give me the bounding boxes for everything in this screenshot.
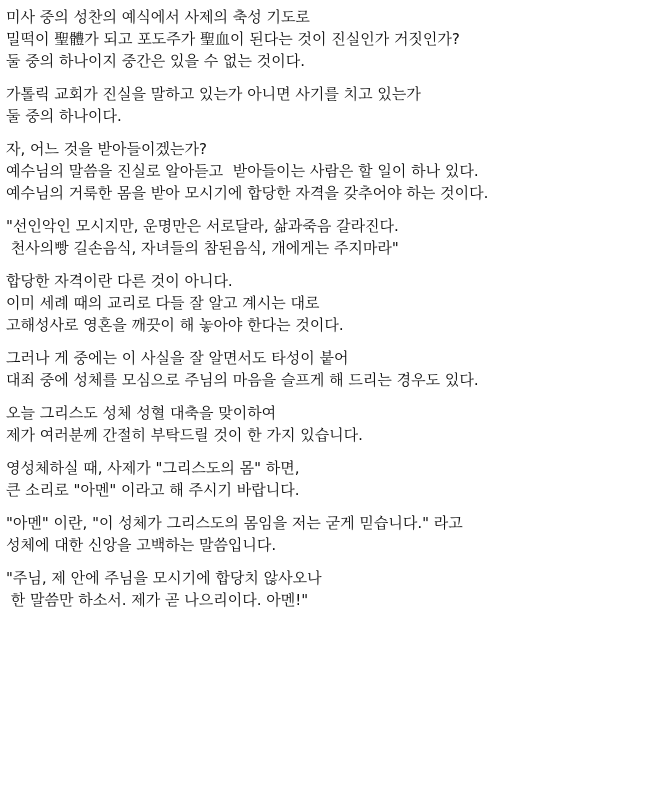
paragraph-consecration-question	[6, 6, 666, 72]
text-line: 밀떡이 聖體가 되고 포도주가 聖血이 된다는 것이 진실인가 거짓인가?	[6, 30, 460, 48]
paragraph-communion-amen	[6, 457, 666, 501]
text-line: 둘 중의 하나이다.	[6, 107, 122, 125]
text-line: "주님, 제 안에 주님을 모시기에 합당치 않사오나	[6, 569, 322, 587]
text-line: 미사 중의 성찬의 예식에서 사제의 축성 기도로	[6, 8, 310, 26]
paragraph-worthy-qualification	[6, 270, 666, 336]
text-line: 한 말씀만 하소서. 제가 곧 나으리이다. 아멘!"	[6, 591, 309, 609]
text-line: "선인악인 모시지만, 운명만은 서로달라, 삶과죽음 갈라진다.	[6, 217, 399, 235]
text-line: 그러나 게 중에는 이 사실을 잘 알면서도 타성이 붙어	[6, 349, 349, 367]
paragraph-hymn-quote	[6, 215, 666, 259]
text-line: 성체에 대한 신앙을 고백하는 말씀입니다.	[6, 536, 277, 554]
text-line: 예수님의 거룩한 몸을 받아 모시기에 합당한 자격을 갖추어야 하는 것이다.	[6, 184, 489, 202]
text-line: 영성체하실 때, 사제가 "그리스도의 몸" 하면,	[6, 459, 300, 477]
document-body	[6, 6, 666, 622]
text-line: 가톨릭 교회가 진실을 말하고 있는가 아니면 사기를 치고 있는가	[6, 85, 421, 103]
paragraph-amen-meaning	[6, 512, 666, 556]
text-line: 천사의빵 길손음식, 자녀들의 참된음식, 개에게는 주지마라"	[6, 239, 399, 257]
paragraph-mortal-sin	[6, 347, 666, 391]
paragraph-accept-question	[6, 138, 666, 204]
text-line: 둘 중의 하나이지 중간은 있을 수 없는 것이다.	[6, 52, 305, 70]
text-line: 오늘 그리스도 성체 성혈 대축을 맞이하여	[6, 404, 277, 422]
text-line: 예수님의 말씀을 진실로 알아듣고 받아들이는 사람은 할 일이 하나 있다.	[6, 162, 479, 180]
text-line: 고해성사로 영혼을 깨끗이 해 놓아야 한다는 것이다.	[6, 316, 344, 334]
text-line: 대죄 중에 성체를 모심으로 주님의 마음을 슬프게 해 드리는 경우도 있다.	[6, 371, 479, 389]
text-line: 합당한 자격이란 다른 것이 아니다.	[6, 272, 233, 290]
paragraph-feast-request	[6, 402, 666, 446]
text-line: 자, 어느 것을 받아들이겠는가?	[6, 140, 207, 158]
paragraph-closing-prayer	[6, 567, 666, 611]
paragraph-church-truth	[6, 83, 666, 127]
text-line: "아멘" 이란, "이 성체가 그리스도의 몸임을 저는 굳게 믿습니다." 라고	[6, 514, 463, 532]
text-line: 이미 세례 때의 교리로 다들 잘 알고 계시는 대로	[6, 294, 320, 312]
text-line: 제가 여러분께 간절히 부탁드릴 것이 한 가지 있습니다.	[6, 426, 363, 444]
text-line: 큰 소리로 "아멘" 이라고 해 주시기 바랍니다.	[6, 481, 300, 499]
